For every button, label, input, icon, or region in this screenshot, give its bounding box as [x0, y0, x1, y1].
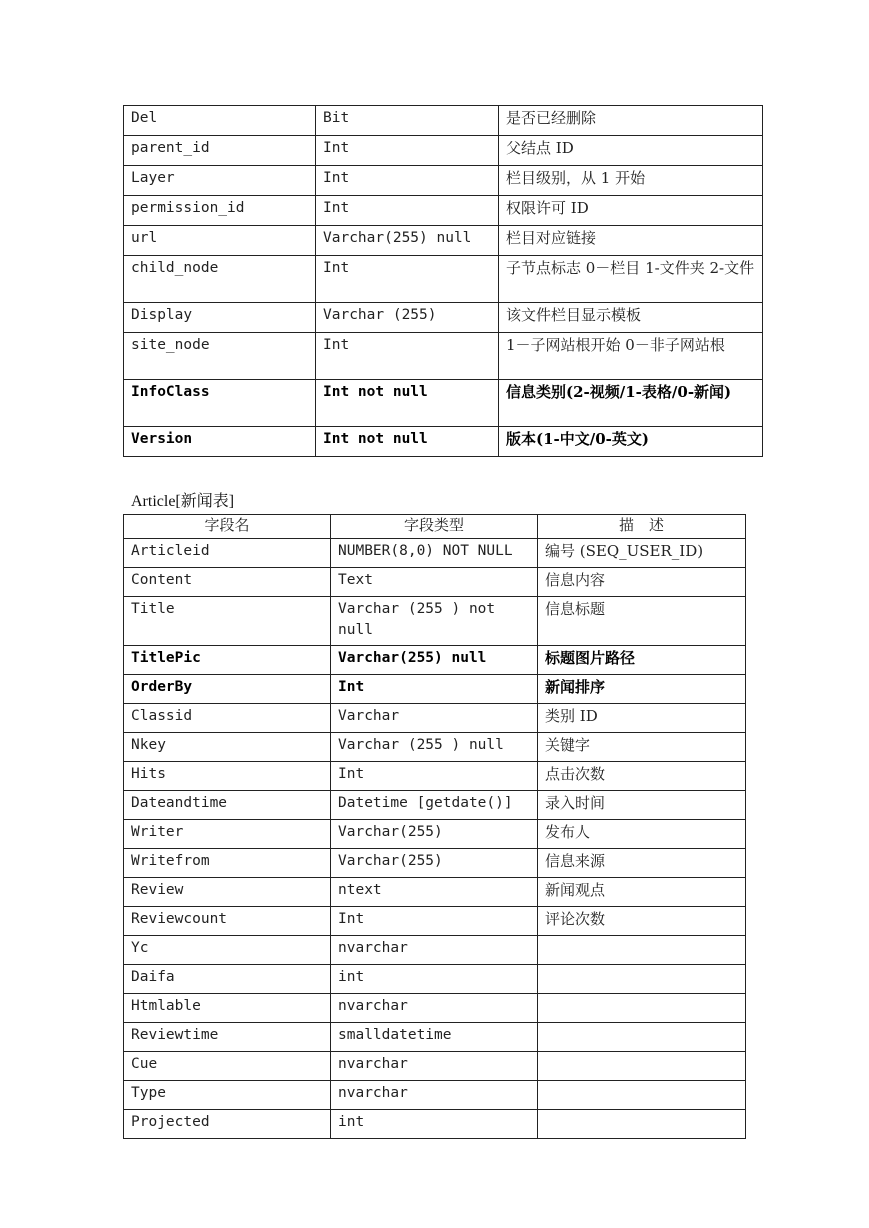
description-cell: 栏目对应链接 [499, 226, 763, 256]
field-name-cell: TitlePic [124, 646, 331, 675]
field-type-cell: Int [316, 333, 499, 380]
field-type-cell: NUMBER(8,0) NOT NULL [331, 539, 538, 568]
field-name-cell: Writer [124, 820, 331, 849]
field-name-cell: child_node [124, 256, 316, 303]
description-cell: 版本(1-中文/0-英文) [499, 427, 763, 457]
description-cell: 录入时间 [538, 791, 746, 820]
description-cell: 该文件栏目显示模板 [499, 303, 763, 333]
field-type-cell: Bit [316, 106, 499, 136]
field-type-cell: smalldatetime [331, 1023, 538, 1052]
field-name-cell: Nkey [124, 733, 331, 762]
field-type-cell: ntext [331, 878, 538, 907]
header-description: 描 述 [538, 515, 746, 539]
description-cell [538, 1110, 746, 1139]
field-type-cell: Varchar [331, 704, 538, 733]
table-row [124, 597, 746, 646]
table-row [124, 427, 763, 457]
column-table-body [124, 106, 763, 457]
table-row [124, 849, 746, 878]
description-cell [538, 1023, 746, 1052]
article-table [123, 514, 746, 1139]
description-cell: 发布人 [538, 820, 746, 849]
field-name-cell: Display [124, 303, 316, 333]
table-row [124, 791, 746, 820]
table-header-row [124, 515, 746, 539]
field-name-cell: Daifa [124, 965, 331, 994]
field-type-cell: nvarchar [331, 1081, 538, 1110]
field-name-cell: Title [124, 597, 331, 646]
table-row [124, 539, 746, 568]
description-cell: 评论次数 [538, 907, 746, 936]
field-name-cell: Hits [124, 762, 331, 791]
field-type-cell: Int [316, 166, 499, 196]
field-name-cell: Content [124, 568, 331, 597]
field-name-cell: OrderBy [124, 675, 331, 704]
table-row [124, 907, 746, 936]
column-table [123, 105, 763, 457]
field-name-cell: Del [124, 106, 316, 136]
table-row [124, 1110, 746, 1139]
table-row [124, 380, 763, 427]
table-row [124, 136, 763, 166]
table-row [124, 1023, 746, 1052]
article-table-body [124, 515, 746, 1139]
field-name-cell: Type [124, 1081, 331, 1110]
field-name-cell: url [124, 226, 316, 256]
field-type-cell: nvarchar [331, 994, 538, 1023]
description-cell: 新闻观点 [538, 878, 746, 907]
table-row [124, 166, 763, 196]
table-row [124, 106, 763, 136]
field-type-cell: Int [316, 136, 499, 166]
description-cell: 标题图片路径 [538, 646, 746, 675]
field-name-cell: Projected [124, 1110, 331, 1139]
header-field-name: 字段名 [124, 515, 331, 539]
article-table-caption: Article[新闻表] [131, 493, 235, 510]
table-row [124, 994, 746, 1023]
field-type-cell: Int not null [316, 427, 499, 457]
field-type-cell: Int [316, 256, 499, 303]
description-cell [538, 1081, 746, 1110]
field-name-cell: Yc [124, 936, 331, 965]
description-cell: 1－子网站根开始 0－非子网站根 [499, 333, 763, 380]
table-row [124, 965, 746, 994]
header-field-type: 字段类型 [331, 515, 538, 539]
field-type-cell: int [331, 1110, 538, 1139]
table-row [124, 1081, 746, 1110]
field-type-cell: Datetime [getdate()] [331, 791, 538, 820]
description-cell: 权限许可 ID [499, 196, 763, 226]
field-type-cell: Varchar (255 ) not null [331, 597, 538, 646]
field-name-cell: Dateandtime [124, 791, 331, 820]
description-cell [538, 1052, 746, 1081]
description-cell: 父结点 ID [499, 136, 763, 166]
table-row [124, 878, 746, 907]
description-cell: 信息类别(2-视频/1-表格/0-新闻) [499, 380, 763, 427]
description-cell: 是否已经删除 [499, 106, 763, 136]
field-name-cell: site_node [124, 333, 316, 380]
field-type-cell: nvarchar [331, 1052, 538, 1081]
description-cell: 新闻排序 [538, 675, 746, 704]
field-name-cell: Reviewcount [124, 907, 331, 936]
field-type-cell: Varchar(255) [331, 849, 538, 878]
field-name-cell: Review [124, 878, 331, 907]
description-cell: 信息标题 [538, 597, 746, 646]
field-type-cell: nvarchar [331, 936, 538, 965]
description-cell: 子节点标志 0－栏目 1-文件夹 2-文件 [499, 256, 763, 303]
table-row [124, 333, 763, 380]
table-row [124, 1052, 746, 1081]
field-type-cell: Int [331, 907, 538, 936]
field-type-cell: Int [316, 196, 499, 226]
table-row [124, 646, 746, 675]
field-type-cell: Text [331, 568, 538, 597]
field-type-cell: Varchar (255) [316, 303, 499, 333]
table-row [124, 733, 746, 762]
description-cell: 点击次数 [538, 762, 746, 791]
description-cell: 编号 (SEQ_USER_ID) [538, 539, 746, 568]
table-row [124, 675, 746, 704]
description-cell [538, 936, 746, 965]
table-row [124, 256, 763, 303]
field-type-cell: Varchar (255 ) null [331, 733, 538, 762]
field-type-cell: Varchar(255) null [316, 226, 499, 256]
description-cell: 信息内容 [538, 568, 746, 597]
table-row [124, 820, 746, 849]
field-name-cell: parent_id [124, 136, 316, 166]
field-name-cell: Cue [124, 1052, 331, 1081]
table-row [124, 226, 763, 256]
field-name-cell: Articleid [124, 539, 331, 568]
description-cell: 栏目级别，从 1 开始 [499, 166, 763, 196]
table-row [124, 303, 763, 333]
description-cell [538, 965, 746, 994]
description-cell [538, 994, 746, 1023]
field-name-cell: Htmlable [124, 994, 331, 1023]
table-row [124, 196, 763, 226]
field-name-cell: Layer [124, 166, 316, 196]
field-name-cell: Classid [124, 704, 331, 733]
description-cell: 关键字 [538, 733, 746, 762]
field-type-cell: Int not null [316, 380, 499, 427]
field-name-cell: Writefrom [124, 849, 331, 878]
field-type-cell: Varchar(255) [331, 820, 538, 849]
field-type-cell: int [331, 965, 538, 994]
table-row [124, 762, 746, 791]
description-cell: 信息来源 [538, 849, 746, 878]
field-name-cell: Reviewtime [124, 1023, 331, 1052]
table-row [124, 704, 746, 733]
field-type-cell: Int [331, 675, 538, 704]
table-row [124, 568, 746, 597]
field-name-cell: permission_id [124, 196, 316, 226]
field-name-cell: InfoClass [124, 380, 316, 427]
description-cell: 类别 ID [538, 704, 746, 733]
table-row [124, 936, 746, 965]
field-name-cell: Version [124, 427, 316, 457]
field-type-cell: Int [331, 762, 538, 791]
field-type-cell: Varchar(255) null [331, 646, 538, 675]
